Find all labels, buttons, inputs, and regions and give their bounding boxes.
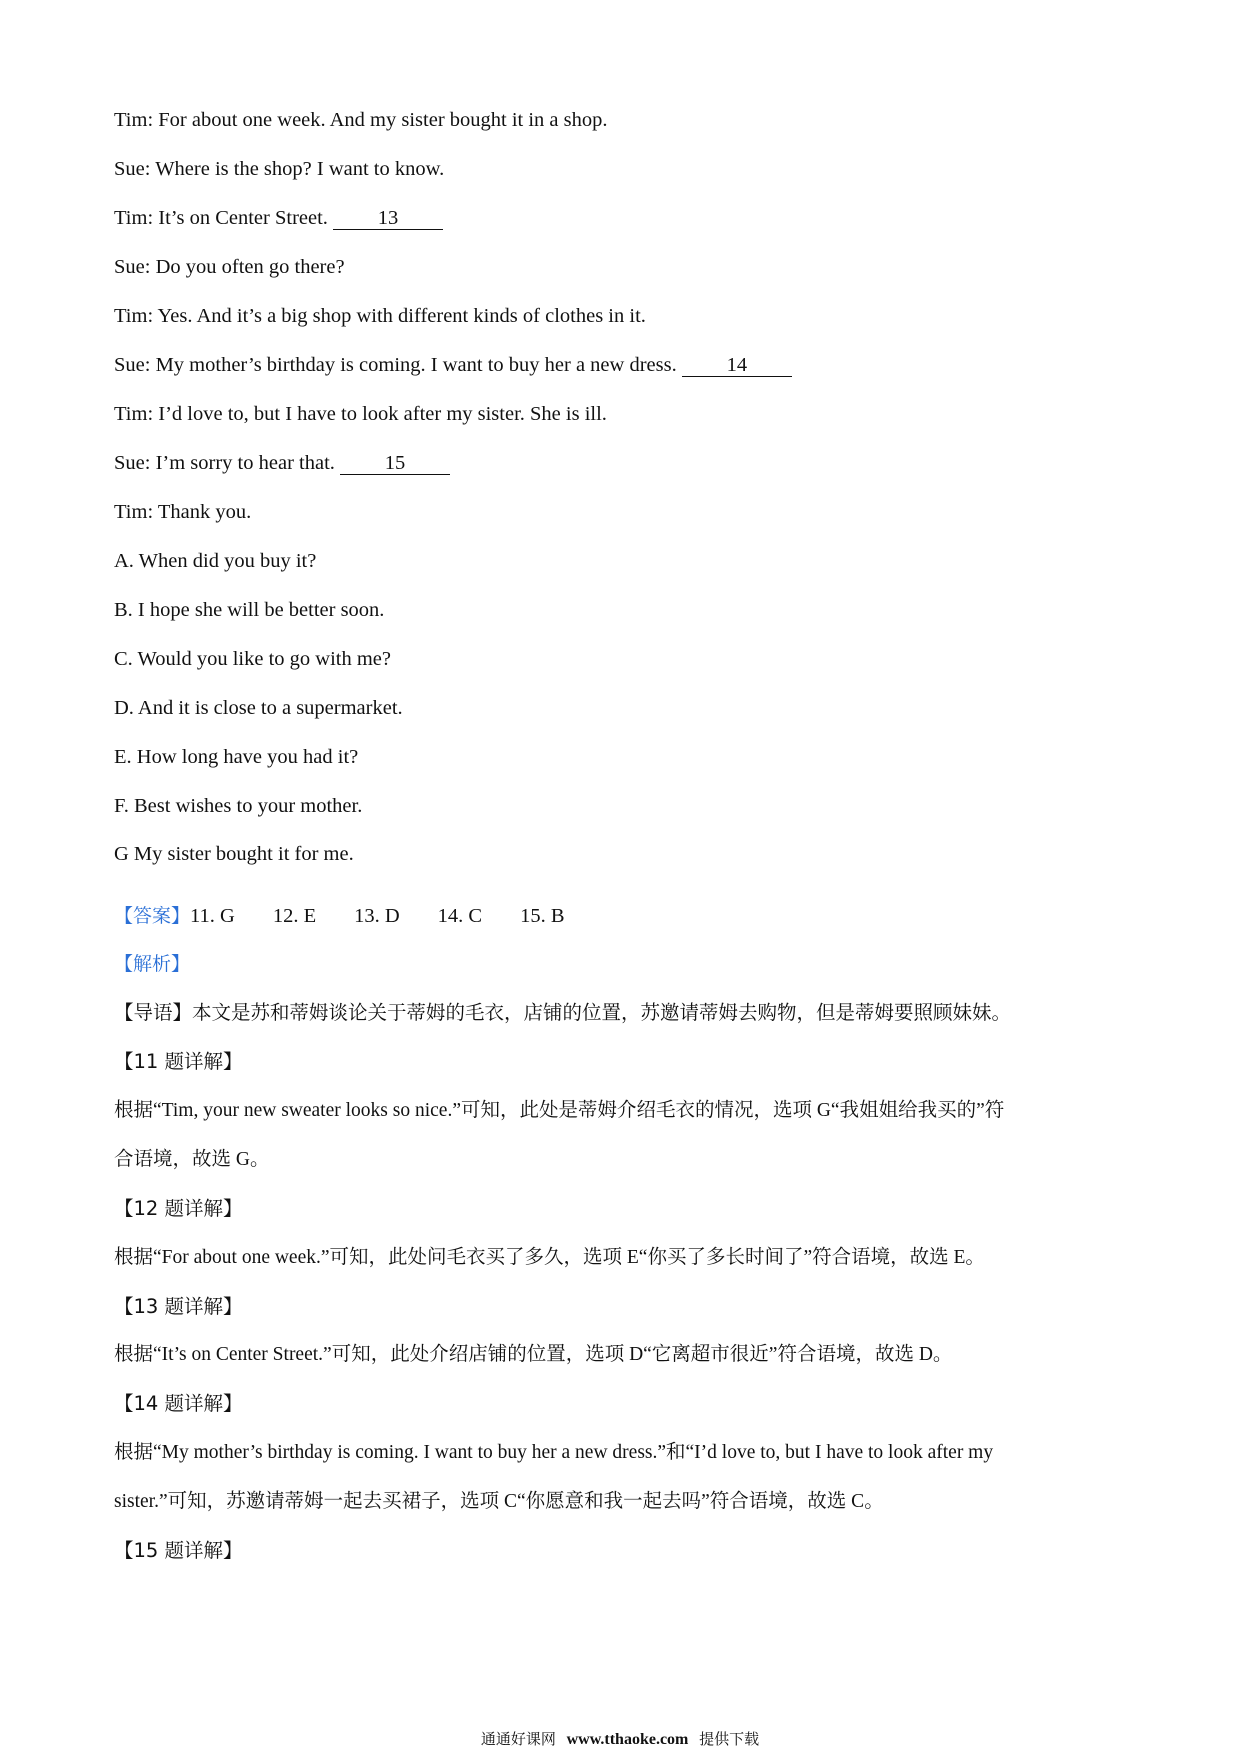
explanation-heading-13: 【13 题详解】: [114, 1295, 243, 1318]
blank-14[interactable]: 14: [682, 354, 792, 377]
explanation-heading-15: 【15 题详解】: [114, 1539, 243, 1562]
footer-site: 通通好课网: [480, 1730, 556, 1748]
option-c: C. Would you like to go with me?: [114, 648, 391, 670]
explanation-heading-12: 【12 题详解】: [114, 1197, 243, 1220]
answer-item: 12. E: [272, 905, 317, 927]
option-a: A. When did you buy it?: [114, 550, 317, 572]
option-b: B. I hope she will be better soon.: [114, 599, 385, 621]
explanation-heading-11: 【11 题详解】: [114, 1050, 243, 1073]
analysis-tag: 【解析】: [114, 953, 191, 975]
dialogue-line: Tim: Yes. And it’s a big shop with different kinds of clothes in it.: [114, 305, 646, 327]
dialogue-line: Sue: My mother’s birthday is coming. I want to buy her a new dress. 14: [114, 351, 792, 379]
answer-item: 14. C: [437, 905, 483, 927]
explanation-line: sister.”可知，苏邀请蒂姆一起去买裙子，选项 C“你愿意和我一起去吗”符合语境，故选 C。: [114, 1491, 884, 1512]
option-g: G My sister bought it for me.: [114, 843, 354, 865]
page-footer: [0, 1729, 1240, 1750]
guide-text: 【导语】本文是苏和蒂姆谈论关于蒂姆的毛衣，店铺的位置，苏邀请蒂姆去购物，但是蒂姆要照顾妹妹。: [114, 1001, 1012, 1024]
dialogue-line: Sue: Do you often go there?: [114, 256, 345, 278]
dialogue-line: Tim: For about one week. And my sister bought it in a shop.: [114, 109, 608, 131]
blank-15[interactable]: 15: [340, 452, 450, 475]
explanation-line: 根据“It’s on Center Street.”可知，此处介绍店铺的位置，选项 D“它离超市很近”符合语境，故选 D。: [114, 1344, 953, 1365]
option-d: D. And it is close to a supermarket.: [114, 697, 403, 719]
dialogue-line: Tim: I’d love to, but I have to look after my sister. She is ill.: [114, 403, 607, 425]
dialogue-line: Tim: Thank you.: [114, 501, 252, 523]
answer-item: 15. B: [520, 905, 565, 927]
blank-13[interactable]: 13: [333, 207, 443, 230]
option-e: E. How long have you had it?: [114, 746, 359, 768]
dialogue-line: Tim: It’s on Center Street. 13: [114, 204, 443, 232]
explanation-line: 合语境，故选 G。: [114, 1149, 270, 1170]
answer-tag: 【答案】: [114, 905, 191, 927]
answer-row: [114, 902, 603, 930]
answer-item: 11. G: [190, 905, 235, 927]
answer-item: 13. D: [354, 905, 400, 927]
footer-note: 提供下载: [699, 1730, 760, 1748]
explanation-line: 根据“My mother’s birthday is coming. I want to buy her a new dress.”和“I’d love to, but I have to look after my: [114, 1442, 994, 1463]
dialogue-line: Sue: Where is the shop? I want to know.: [114, 158, 445, 180]
explanation-heading-14: 【14 题详解】: [114, 1392, 243, 1415]
explanation-line: 根据“For about one week.”可知，此处问毛衣买了多久，选项 E“你买了多长时间了”符合语境，故选 E。: [114, 1247, 985, 1268]
option-f: F. Best wishes to your mother.: [114, 795, 363, 817]
footer-url[interactable]: www.tthaoke.com: [566, 1731, 689, 1748]
explanation-line: 根据“Tim, your new sweater looks so nice.”可知，此处是蒂姆介绍毛衣的情况，选项 G“我姐姐给我买的”符: [114, 1100, 1005, 1121]
dialogue-line: Sue: I’m sorry to hear that. 15: [114, 449, 450, 477]
